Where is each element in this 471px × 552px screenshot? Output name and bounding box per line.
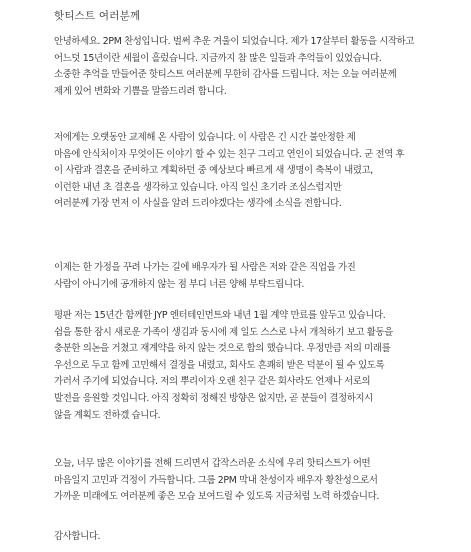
letter-line: 마음일지 고민과 걱정이 가득합니다. 그룹 2PM 막내 찬성이자 배우자 황찬성으로서 xyxy=(54,474,378,486)
letter-line: 사람이 아니기에 공개하지 않는 점 부디 너른 양해 부탁드립니다. xyxy=(54,278,305,290)
letter-line: 어느덧 15년이란 세월이 흘렀습니다. 지금까지 참 많은 일들과 추억들이 있었습니다. xyxy=(54,52,382,64)
letter-paragraph-3 xyxy=(54,260,466,293)
letter-line: 평판 저는 15년간 함께한 JYP 엔터테인먼트와 내년 1월 계약 만료를 앞두고 있습니다. xyxy=(54,310,386,321)
letter-line: 마음에 안식처이자 무엇이든 이야기 할 수 있는 친구 그리고 연인이 되었습니다. 군 전역 후 xyxy=(54,148,405,160)
letter-line: 이런한 내년 초 결혼을 생각하고 있습니다. 아직 일신 초기라 조심스럽지만 xyxy=(54,181,342,193)
letter-line: 발전을 응원할 것입니다. 아직 정확히 정해진 방향은 없지만, 곧 분들이 결정하지시 xyxy=(54,392,373,404)
letter-line: 가까운 미래에도 여러분께 좋은 모습 보여드릴 수 있도록 지금처럼 노력 하겠습니다. xyxy=(54,491,379,503)
letter-closing: 감사합니다. xyxy=(54,531,101,542)
letter-paragraph-2 xyxy=(54,130,466,213)
letter-line: 저에게는 오랫동안 교제해 온 사람이 있습니다. 이 사람은 긴 시간 불안정한 제 xyxy=(54,132,356,143)
letter-line: 이 사람과 결혼을 준비하고 계획하던 중 예상보다 빠르게 새 생명이 축복이 내렸고, xyxy=(54,165,373,177)
letter-line: 우선으로 두고 함께 고민해서 결정을 내렸고, 회사도 흔쾌히 받은 덕분이 될 수 있도록 xyxy=(54,359,385,371)
letter-line: 않을 계획도 전하겠 습니다. xyxy=(54,409,161,421)
letter-line: 여러분께 가장 먼저 이 사실을 알려 드리야겠다는 생각에 소식을 전합니다. xyxy=(54,198,342,210)
letter-line: 안녕하세요. 2PM 찬성입니다. 벌써 추운 겨울이 되었습니다. 제가 17살부터 활동을 시작하고 xyxy=(54,36,415,47)
letter-line: 오늘, 너무 많은 이야기를 전해 드리면서 갑작스러운 소식에 우리 핫티스트가 어떤 xyxy=(54,458,371,469)
letter-paragraph-4 xyxy=(54,308,466,424)
letter-greeting: 핫티스트 여러분께 xyxy=(54,10,141,22)
letter-paragraph-5 xyxy=(54,456,466,506)
letter-line: 충분한 의논을 거쳤고 재계약을 하지 않는 것으로 합의 했습니다. 우정만큼 저의 미래를 xyxy=(54,343,391,355)
letter-paragraph-1 xyxy=(54,34,466,100)
letter-line: 소중한 추억을 만들어준 핫티스트 여러분께 무한히 감사를 드립니다. 저는 오늘 여러분께 xyxy=(54,69,397,81)
letter-line: 이제는 한 가정을 꾸려 나가는 길에 배우자가 될 사람은 저와 같은 직업을 가진 xyxy=(54,262,356,273)
letter-line: 쉼을 통한 잠시 새로운 가족이 생김과 동시에 제 일도 스스로 나서 개척하기 보고 활동을 xyxy=(54,326,393,338)
letter-line: 가러서 주기에 되었습니다. 저의 뿌리이자 오랜 친구 같은 회사라도 언제나 서로의 xyxy=(54,376,371,388)
letter-line: 제게 있어 변화와 기쁨을 말씀드리려 합니다. xyxy=(54,85,227,97)
